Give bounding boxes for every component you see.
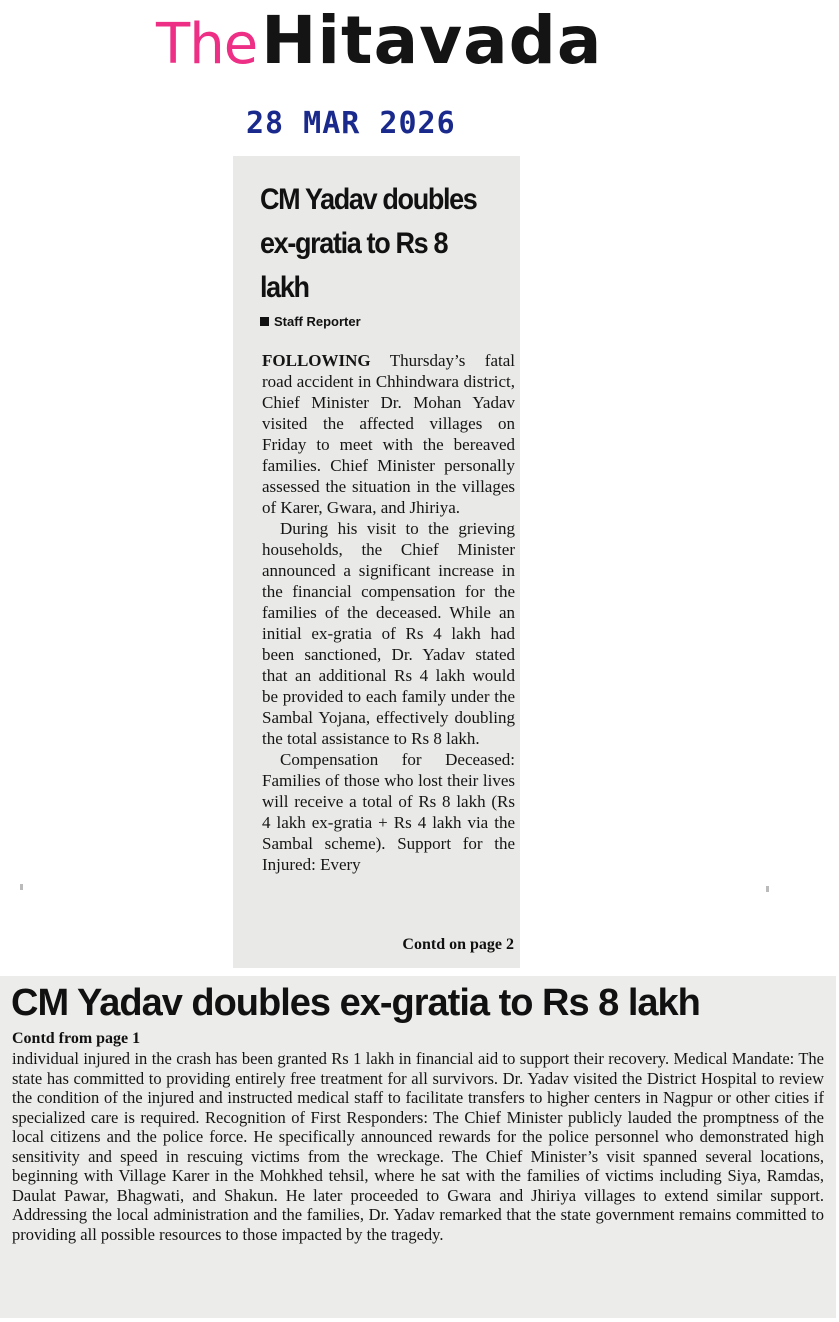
continuation-headline: CM Yadav doubles ex-gratia to Rs 8 lakh (11, 982, 700, 1024)
continuation-clipping (0, 976, 836, 1318)
masthead-the: The (156, 12, 258, 77)
front-headline: CM Yadav doubles ex-gratia to Rs 8 lakh (260, 183, 477, 304)
byline-square-icon (260, 317, 269, 326)
front-page-clipping (233, 156, 520, 968)
continued-from-note: Contd from page 1 (12, 1030, 141, 1047)
paragraph-2: During his visit to the grieving households, the Chief Minister announced a significant increase in the financial compensation for the families of the deceased. While an initial ex-gratia of Rs 4 lakh had been sanctioned, Dr. Yadav stated that an additional Rs 4 lakh would be provided to each family under the Sambal Yojana, effectively doubling the total assistance to Rs 8 lakh. (262, 519, 515, 748)
paragraph-3: Compensation for Deceased: Families of those who lost their lives will receive a total of Rs 8 lakh (Rs 4 lakh ex-gratia + Rs 4 lakh via the Sambal scheme). Support for the Injured: Every (262, 750, 515, 874)
paragraph-1 (262, 350, 515, 518)
scan-speck (20, 884, 23, 890)
paragraph-1-text: Thursday’s fatal road accident in Chhindwara district, Chief Minister Dr. Mohan Yadav visited the affected villages on Friday to meet with the bereaved families. Chief Minister personally assessed the situation in the villages of Karer, Gwara, and Jhiriya. (262, 351, 515, 517)
continued-on-note: Contd on page 2 (402, 936, 514, 953)
masthead-name: Hitavada (261, 2, 603, 79)
masthead-logo (156, 2, 676, 82)
continuation-article-body: individual injured in the crash has been granted Rs 1 lakh in financial aid to support their recovery. Medical Mandate: The state has committed to providing entirely free treatment for all survivors. Dr. Yadav visited the District Hospital to review the condition of the injured and instructed medical staff to facilitate transfers to higher centers in Nagpur or other cities if specialized care is required. Recognition of First Responders: The Chief Minister publicly lauded the promptness of the local citizens and the police force. He specifically announced rewards for the police personnel who demonstrated high sensitivity and speed in rescuing victims from the wreckage. The Chief Minister’s visit spanned several locations, beginning with Village Karer in the Mohkhed tehsil, where he sat with the families of victims including Siya, Ramdas, Daulat Pawar, Bhagwati, and Shakun. He later proceeded to Gwara and Jhiriya villages to extend similar support. Addressing the local administration and the families, Dr. Yadav remarked that the state government remains committed to providing all possible resources to those impacted by the tragedy. (12, 1049, 824, 1244)
lead-word: FOLLOWING (262, 351, 371, 370)
date-stamp: 28 MAR 2026 (246, 106, 456, 141)
byline-text: Staff Reporter (274, 314, 361, 329)
front-article-body (262, 350, 515, 875)
scan-speck (766, 886, 769, 892)
byline (260, 314, 361, 329)
